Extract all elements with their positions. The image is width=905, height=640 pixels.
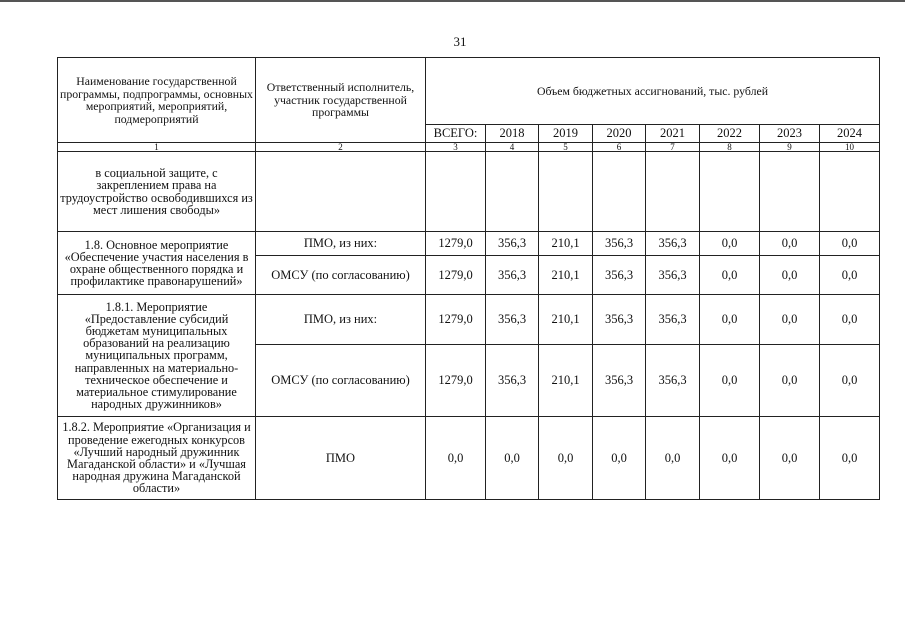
empty-cell [646,152,700,232]
header-executor: Ответственный исполнитель, участник государственной программы [256,58,426,143]
column-index: 1 [58,143,256,152]
row-name-continued: в социальной защите, с закреплением права на трудоустройство освободившихся из мест лишения свободы» [58,152,256,232]
value-2023: 0,0 [760,295,820,345]
empty-cell [539,152,593,232]
value-2023: 0,0 [760,232,820,256]
budget-table [57,57,880,500]
header-year: 2023 [760,125,820,143]
value-2018: 356,3 [486,295,539,345]
value-2023: 0,0 [760,256,820,295]
table-row [58,417,880,500]
value-2019: 0,0 [539,417,593,500]
row-name-1-8-2: 1.8.2. Мероприятие «Организация и проведение ежегодных конкурсов «Лучший народный дружинник Магаданской области» и «Лучшая народная дружина Магаданской области» [58,417,256,500]
header-year: 2021 [646,125,700,143]
column-index: 10 [820,143,880,152]
value-2020: 356,3 [593,345,646,417]
table-row [58,232,880,256]
row-executor: ОМСУ (по согласованию) [256,345,426,417]
value-2024: 0,0 [820,256,880,295]
empty-cell [256,152,426,232]
row-executor: ОМСУ (по согласованию) [256,256,426,295]
header-year: 2018 [486,125,539,143]
header-name: Наименование государственной программы, подпрограммы, основных мероприятий, мероприятий, подмероприятий [58,58,256,143]
value-2024: 0,0 [820,417,880,500]
row-executor: ПМО, из них: [256,295,426,345]
column-index: 5 [539,143,593,152]
value-2020: 356,3 [593,232,646,256]
value-2020: 356,3 [593,295,646,345]
empty-cell [700,152,760,232]
table-row [58,152,880,232]
value-2023: 0,0 [760,417,820,500]
value-2018: 356,3 [486,345,539,417]
empty-cell [593,152,646,232]
empty-cell [486,152,539,232]
value-2024: 0,0 [820,345,880,417]
value-2023: 0,0 [760,345,820,417]
value-2024: 0,0 [820,295,880,345]
value-total: 0,0 [426,417,486,500]
empty-cell [820,152,880,232]
value-2020: 0,0 [593,417,646,500]
value-2022: 0,0 [700,256,760,295]
value-2018: 356,3 [486,232,539,256]
header-year: 2019 [539,125,593,143]
column-index: 7 [646,143,700,152]
column-index: 4 [486,143,539,152]
row-executor: ПМО [256,417,426,500]
value-2021: 356,3 [646,256,700,295]
value-2020: 356,3 [593,256,646,295]
value-2021: 356,3 [646,345,700,417]
value-2022: 0,0 [700,345,760,417]
page-number: 31 [453,34,467,49]
header-year: 2024 [820,125,880,143]
value-2018: 0,0 [486,417,539,500]
column-index: 2 [256,143,426,152]
table-row [58,295,880,345]
row-name-1-8: 1.8. Основное мероприятие «Обеспечение участия населения в охране общественного порядка и профилактике правонарушений» [58,232,256,295]
value-2021: 356,3 [646,232,700,256]
header-year: 2020 [593,125,646,143]
value-2019: 210,1 [539,232,593,256]
value-total: 1279,0 [426,345,486,417]
column-index: 8 [700,143,760,152]
value-2022: 0,0 [700,417,760,500]
value-2018: 356,3 [486,256,539,295]
row-executor: ПМО, из них: [256,232,426,256]
value-2024: 0,0 [820,232,880,256]
header-total: ВСЕГО: [426,125,486,143]
header-year: 2022 [700,125,760,143]
header-budget: Объем бюджетных ассигнований, тыс. рублей [426,58,880,125]
value-2022: 0,0 [700,232,760,256]
value-2021: 356,3 [646,295,700,345]
empty-cell [426,152,486,232]
value-2019: 210,1 [539,345,593,417]
value-total: 1279,0 [426,256,486,295]
value-2019: 210,1 [539,256,593,295]
value-2021: 0,0 [646,417,700,500]
top-border-line [0,0,905,2]
value-total: 1279,0 [426,295,486,345]
value-2022: 0,0 [700,295,760,345]
column-index: 3 [426,143,486,152]
column-index: 6 [593,143,646,152]
value-2019: 210,1 [539,295,593,345]
row-name-1-8-1: 1.8.1. Мероприятие «Предоставление субсидий бюджетам муниципальных образований на реализацию муниципальных программ, направленных на материально-техническое обеспечение и материальное стимулирование народных дружинников» [58,295,256,417]
column-index: 9 [760,143,820,152]
empty-cell [760,152,820,232]
value-total: 1279,0 [426,232,486,256]
